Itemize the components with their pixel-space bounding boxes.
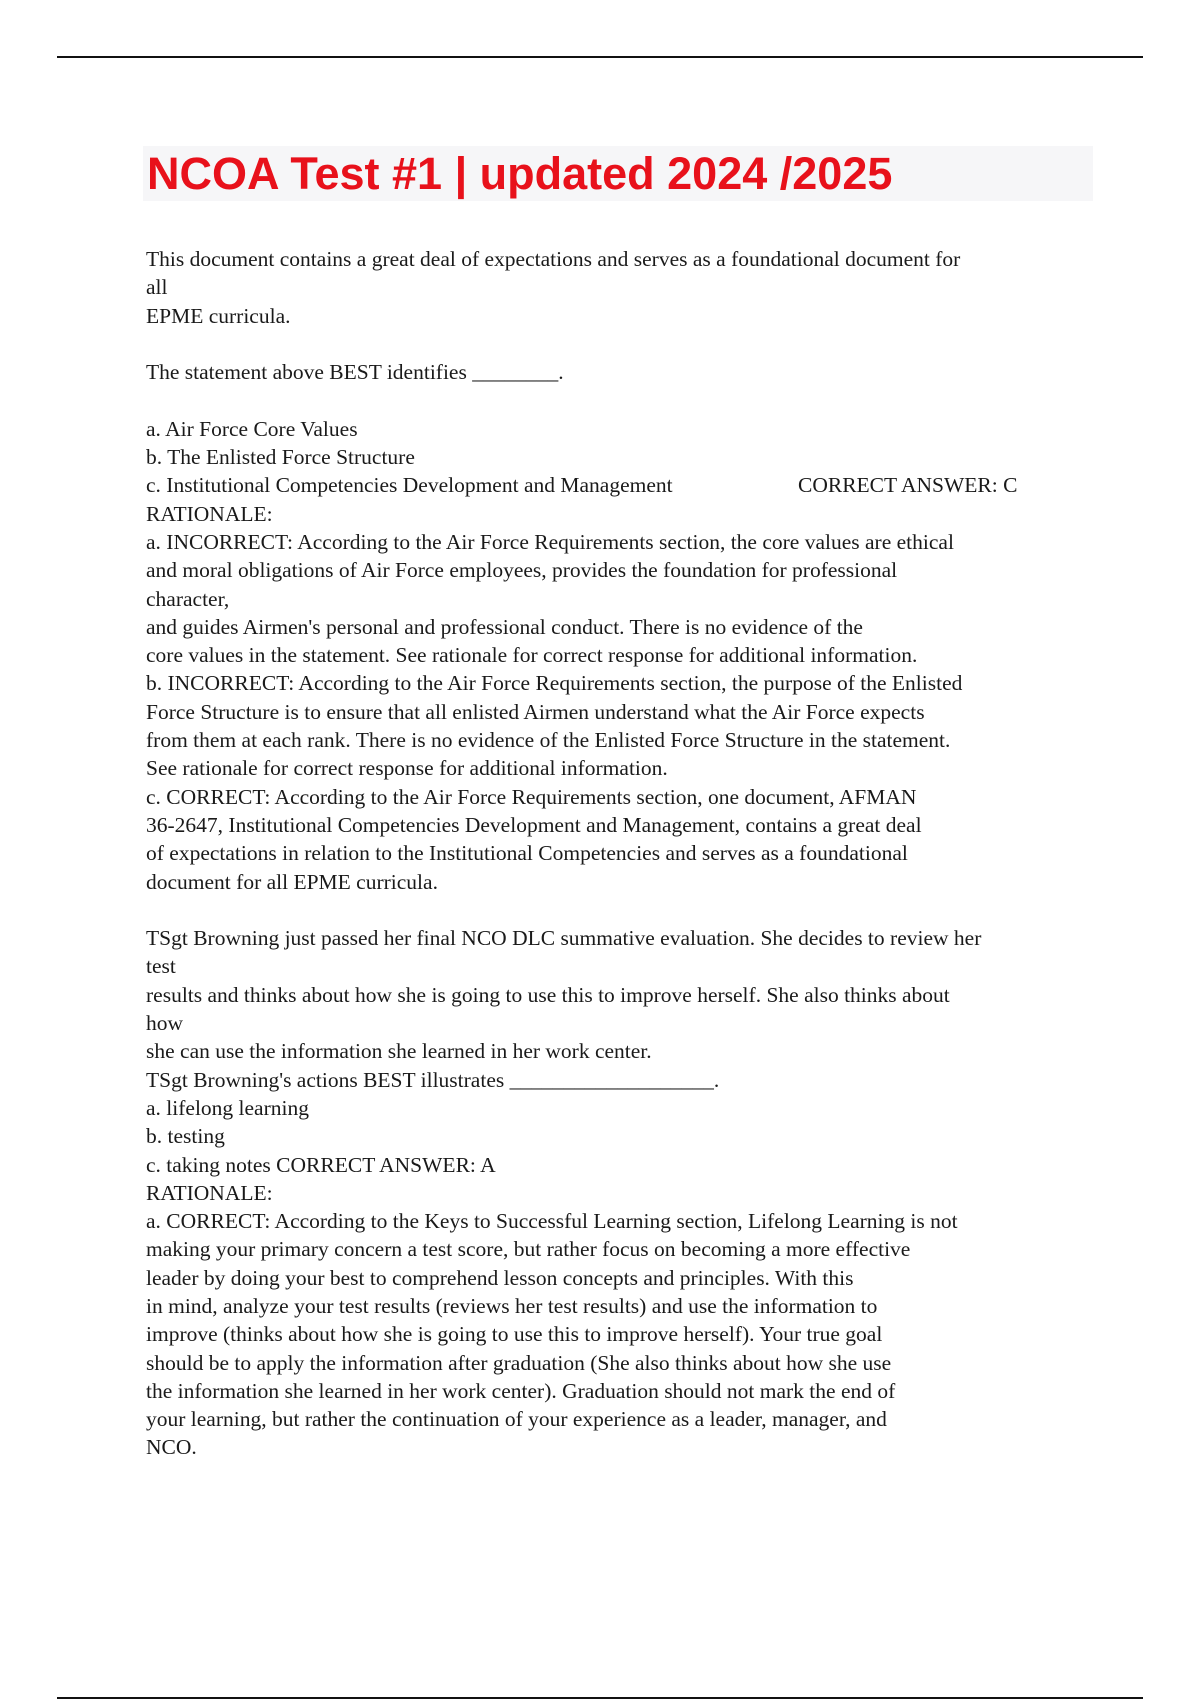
question-1 xyxy=(146,245,1106,896)
question-stem-line: test xyxy=(146,954,176,979)
rationale-line: should be to apply the information after graduation (She also thinks about how she use xyxy=(146,1350,892,1375)
question-stem-line: how xyxy=(146,1011,184,1036)
answer-option: a. Air Force Core Values xyxy=(146,416,358,441)
rationale-line: core values in the statement. See rationale for correct response for additional information. xyxy=(146,643,918,668)
rationale-line: and moral obligations of Air Force employees, provides the foundation for professional xyxy=(146,558,898,583)
answer-option: c. taking notes xyxy=(146,1152,271,1177)
question-stem-line: results and thinks about how she is going to use this to improve herself. She also thinks about xyxy=(146,982,950,1007)
document-body xyxy=(146,245,1106,1462)
header-rule xyxy=(57,56,1143,58)
correct-answer: CORRECT ANSWER: A xyxy=(276,1152,496,1177)
rationale-line: Force Structure is to ensure that all enlisted Airmen understand what the Air Force expects xyxy=(146,699,925,724)
rationale-line: b. INCORRECT: According to the Air Force Requirements section, the purpose of the Enlisted xyxy=(146,671,963,696)
question-stem-line: she can use the information she learned in her work center. xyxy=(146,1039,652,1064)
rationale-line: in mind, analyze your test results (reviews her test results) and use the information to xyxy=(146,1293,878,1318)
rationale-label: RATIONALE: xyxy=(146,1180,273,1205)
question-stem-line: EPME curricula. xyxy=(146,303,291,328)
answer-option: b. testing xyxy=(146,1124,225,1149)
question-stem-line: This document contains a great deal of expectations and serves as a foundational document for xyxy=(146,247,961,271)
rationale-line: leader by doing your best to comprehend lesson concepts and principles. With this xyxy=(146,1265,854,1290)
rationale-line: making your primary concern a test score, but rather focus on becoming a more effective xyxy=(146,1237,911,1262)
rationale-line: of expectations in relation to the Institutional Competencies and serves as a foundational xyxy=(146,841,908,866)
rationale-line: the information she learned in her work center). Graduation should not mark the end of xyxy=(146,1378,896,1403)
rationale-line: improve (thinks about how she is going to use this to improve herself). Your true goal xyxy=(146,1322,883,1347)
rationale-line: from them at each rank. There is no evidence of the Enlisted Force Structure in the statement. xyxy=(146,728,951,753)
rationale-line: 36-2647, Institutional Competencies Development and Management, contains a great deal xyxy=(146,812,922,837)
footer-rule xyxy=(57,1697,1143,1699)
answer-option: c. Institutional Competencies Development and Management xyxy=(146,473,673,498)
rationale-line: NCO. xyxy=(146,1435,197,1460)
document-title: NCOA Test #1 | updated 2024 /2025 xyxy=(147,148,893,199)
answer-option-with-key xyxy=(146,1151,1106,1179)
question-2 xyxy=(146,924,1106,1462)
rationale-line: c. CORRECT: According to the Air Force Requirements section, one document, AFMAN xyxy=(146,784,917,809)
answer-option: a. lifelong learning xyxy=(146,1095,309,1120)
rationale-line: a. INCORRECT: According to the Air Force Requirements section, the core values are ethical xyxy=(146,529,954,554)
rationale-line: See rationale for correct response for additional information. xyxy=(146,756,668,781)
question-prompt: TSgt Browning's actions BEST illustrates ___________________. xyxy=(146,1067,720,1092)
question-stem-line: TSgt Browning just passed her final NCO DLC summative evaluation. She decides to review her xyxy=(146,926,982,951)
question-stem-line: all xyxy=(146,275,168,300)
correct-answer: CORRECT ANSWER: C xyxy=(798,473,1018,498)
rationale-line: your learning, but rather the continuation of your experience as a leader, manager, and xyxy=(146,1407,887,1432)
rationale-line: and guides Airmen's personal and professional conduct. There is no evidence of the xyxy=(146,614,863,639)
rationale-line: character, xyxy=(146,586,230,611)
question-prompt: The statement above BEST identifies ________. xyxy=(146,360,564,385)
rationale-label: RATIONALE: xyxy=(146,501,273,526)
answer-option-with-key xyxy=(146,471,1106,499)
rationale-line: document for all EPME curricula. xyxy=(146,869,438,894)
answer-option: b. The Enlisted Force Structure xyxy=(146,445,415,470)
rationale-line: a. CORRECT: According to the Keys to Successful Learning section, Lifelong Learning is not xyxy=(146,1209,958,1234)
